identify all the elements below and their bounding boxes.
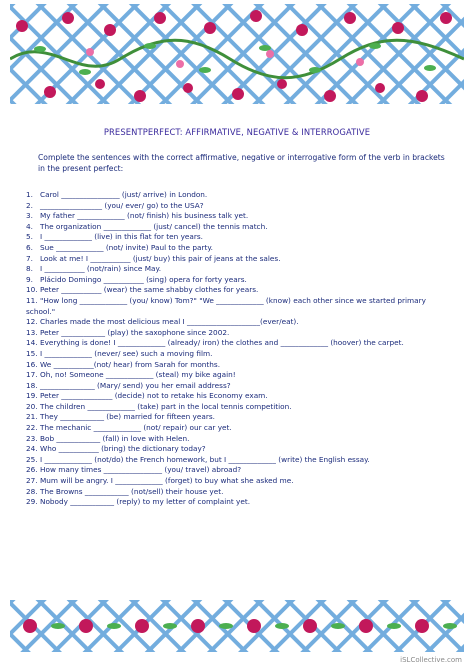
exercise-item: 26. How many times ________________ (you/ travel) abroad? [26,465,242,475]
floral-lattice-border-bottom [10,600,464,652]
exercise-item: 28. The Browns ____________ (not/sell) their house yet. [26,486,224,496]
exercise-item: 13. Peter ____________ (play) the saxophone since 2002. [26,327,230,337]
exercise-item: 19. Peter ______________ (decide) not to retake his Economy exam. [26,391,268,401]
exercise-item: 20. The children _____________ (take) part in the local tennis competition. [26,401,292,411]
exercise-item: 15. I _____________ (never/ see) such a moving film. [26,348,213,358]
exercise-list [26,190,456,508]
exercise-item: 5. I _____________ (live) in this flat for ten years. [26,232,203,242]
exercise-item: 16. We ___________(not/ hear) from Sarah for months. [26,359,221,369]
worksheet-title: PRESENTPERFECT: AFFIRMATIVE, NEGATIVE & INTERROGATIVE [103,127,371,137]
exercise-item: 1. Carol ________________ (just/ arrive) in London. [26,190,208,199]
exercise-item: 10. Peter ___________ (wear) the same shabby clothes for years. [26,285,259,295]
exercise-item: 22. The mechanic _____________ (not/ repair) our car yet. [26,423,232,433]
site-credit: iSLCollective.com [400,656,462,664]
floral-lattice-border-top [10,4,464,114]
exercise-item: 11. "How long _____________ (you/ know) Tom?" "We _____________ (know) each other since we started primary school." [26,295,426,316]
exercise-item: 9. Plácido Domingo ___________ (sing) opera for forty years. [26,274,247,284]
exercise-item: 6. Sue _____________ (not/ invite) Paul to the party. [26,242,213,252]
exercise-item: 7. Look at me! I ___________ (just/ buy) this pair of jeans at the sales. [26,253,281,263]
exercise-item: 8. I ___________ (not/rain) since May. [26,264,162,274]
exercise-item: 3. My father _____________ (not/ finish) his business talk yet. [26,211,249,221]
exercise-item: 14. Everything is done! I _____________ (already/ iron) the clothes and _____________ (hoover) the carpet. [26,338,404,348]
exercise-item: 18. _______________ (Mary/ send) you her email address? [26,380,231,390]
exercise-item: 25. I _____________ (not/do) the French homework, but I _____________ (write) the English essay. [26,454,370,464]
exercise-item: 12. Charles made the most delicious meal I ____________________(ever/eat). [26,317,299,327]
exercise-item: 21. They ____________ (be) married for fifteen years. [26,412,215,422]
exercise-item: 17. Oh, no! Someone _____________ (steal) my bike again! [26,370,236,380]
instructions: Complete the sentences with the correct affirmative, negative or interrogative form of the verb in brackets in the present perfect: [38,153,445,173]
exercise-item: 2. _________________ (you/ ever/ go) to the USA? [26,200,204,210]
exercise-item: 27. Mum will be angry. I _____________ (forget) to buy what she asked me. [26,476,294,486]
exercise-item: 23. Bob ____________ (fall) in love with Helen. [26,433,190,443]
exercise-item: 24. Who ___________ (bring) the dictionary today? [26,444,206,454]
exercise-item: 4. The organization _____________ (just/ cancel) the tennis match. [26,221,268,231]
exercise-item: 29. Nobody ____________ (reply) to my letter of complaint yet. [26,497,251,507]
